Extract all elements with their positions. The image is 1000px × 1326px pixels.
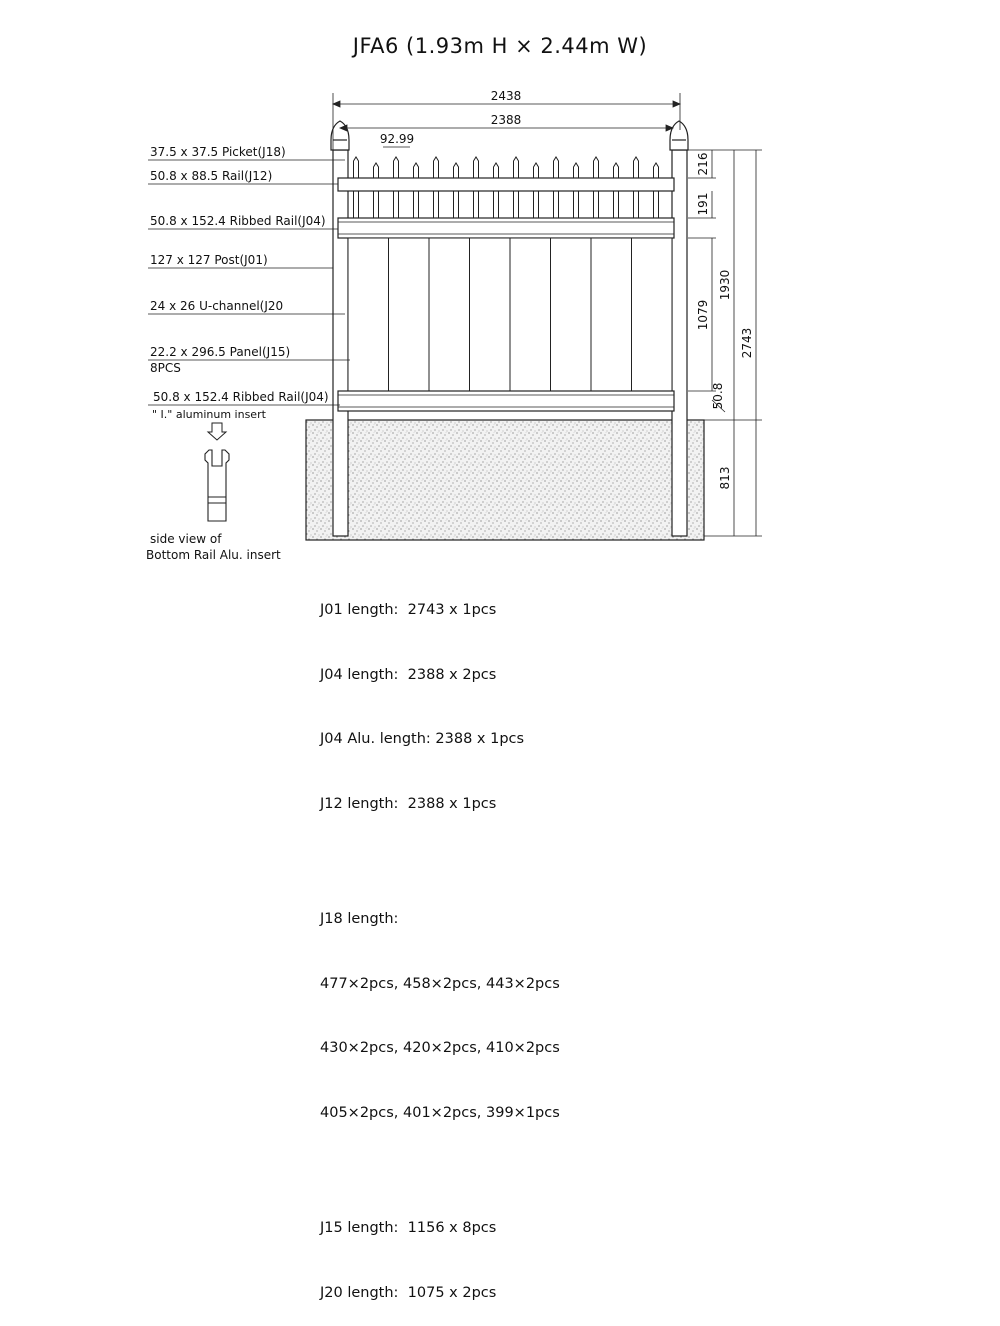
dim-rail-gap: 191 bbox=[696, 192, 710, 216]
part-j18-row-1: 477×2pcs, 458×2pcs, 443×2pcs bbox=[320, 975, 560, 992]
dim-panel-height: 1079 bbox=[696, 299, 710, 331]
dim-picket-spacing: 92.99 bbox=[379, 132, 415, 146]
top-rail bbox=[338, 178, 674, 191]
dim-in-ground: 813 bbox=[718, 466, 732, 490]
part-j18-row-2: 430×2pcs, 420×2pcs, 410×2pcs bbox=[320, 1040, 560, 1056]
part-j12: J12 length: 2388 x 1pcs bbox=[320, 795, 497, 812]
callout-bottom-rail: 50.8 x 152.4 Ribbed Rail(J04) bbox=[153, 390, 329, 404]
side-view-caption-1: side view of bbox=[150, 532, 222, 546]
ground-concrete bbox=[306, 420, 704, 540]
callout-panel: 22.2 x 296.5 Panel(J15) bbox=[150, 345, 291, 359]
part-j18-row-3: 405×2pcs, 401×2pcs, 399×1pcs bbox=[320, 1104, 560, 1121]
callout-alu-insert: " I." aluminum insert bbox=[152, 408, 266, 421]
dim-above-ground: 1930 bbox=[718, 269, 732, 301]
dim-top-gap: 216 bbox=[696, 152, 710, 176]
middle-ribbed-rail bbox=[338, 218, 674, 238]
bottom-ribbed-rail bbox=[338, 391, 674, 411]
callout-post: 127 x 127 Post(J01) bbox=[150, 253, 268, 267]
dim-overall-width: 2438 bbox=[490, 89, 522, 103]
callout-panel-count: 8PCS bbox=[150, 361, 181, 375]
down-arrow-icon bbox=[208, 423, 226, 440]
alu-insert-side-view bbox=[205, 450, 229, 521]
drawing-title: JFA6 (1.93m H × 2.44m W) bbox=[352, 34, 648, 58]
side-view-caption-2: Bottom Rail Alu. insert bbox=[146, 548, 281, 562]
part-j04: J04 length: 2388 x 2pcs bbox=[320, 666, 497, 683]
part-j18-heading: J18 length: bbox=[320, 911, 399, 927]
dim-total-post: 2743 bbox=[740, 327, 754, 359]
dim-rail-width: 2388 bbox=[490, 113, 522, 127]
parts-list bbox=[320, 557, 560, 1326]
callout-middle-rail: 50.8 x 152.4 Ribbed Rail(J04) bbox=[150, 214, 326, 228]
dim-bottom-gap: 50.8 bbox=[711, 382, 725, 410]
callout-u-channel: 24 x 26 U-channel(J20 bbox=[150, 299, 284, 313]
part-j01: J01 length: 2743 x 1pcs bbox=[320, 602, 497, 618]
part-j20: J20 length: 1075 x 2pcs bbox=[320, 1284, 497, 1301]
part-j15: J15 length: 1156 x 8pcs bbox=[320, 1220, 497, 1236]
callout-top-rail: 50.8 x 88.5 Rail(J12) bbox=[150, 169, 273, 183]
part-j04-alu: J04 Alu. length: 2388 x 1pcs bbox=[320, 731, 525, 747]
callout-picket: 37.5 x 37.5 Picket(J18) bbox=[150, 145, 286, 159]
